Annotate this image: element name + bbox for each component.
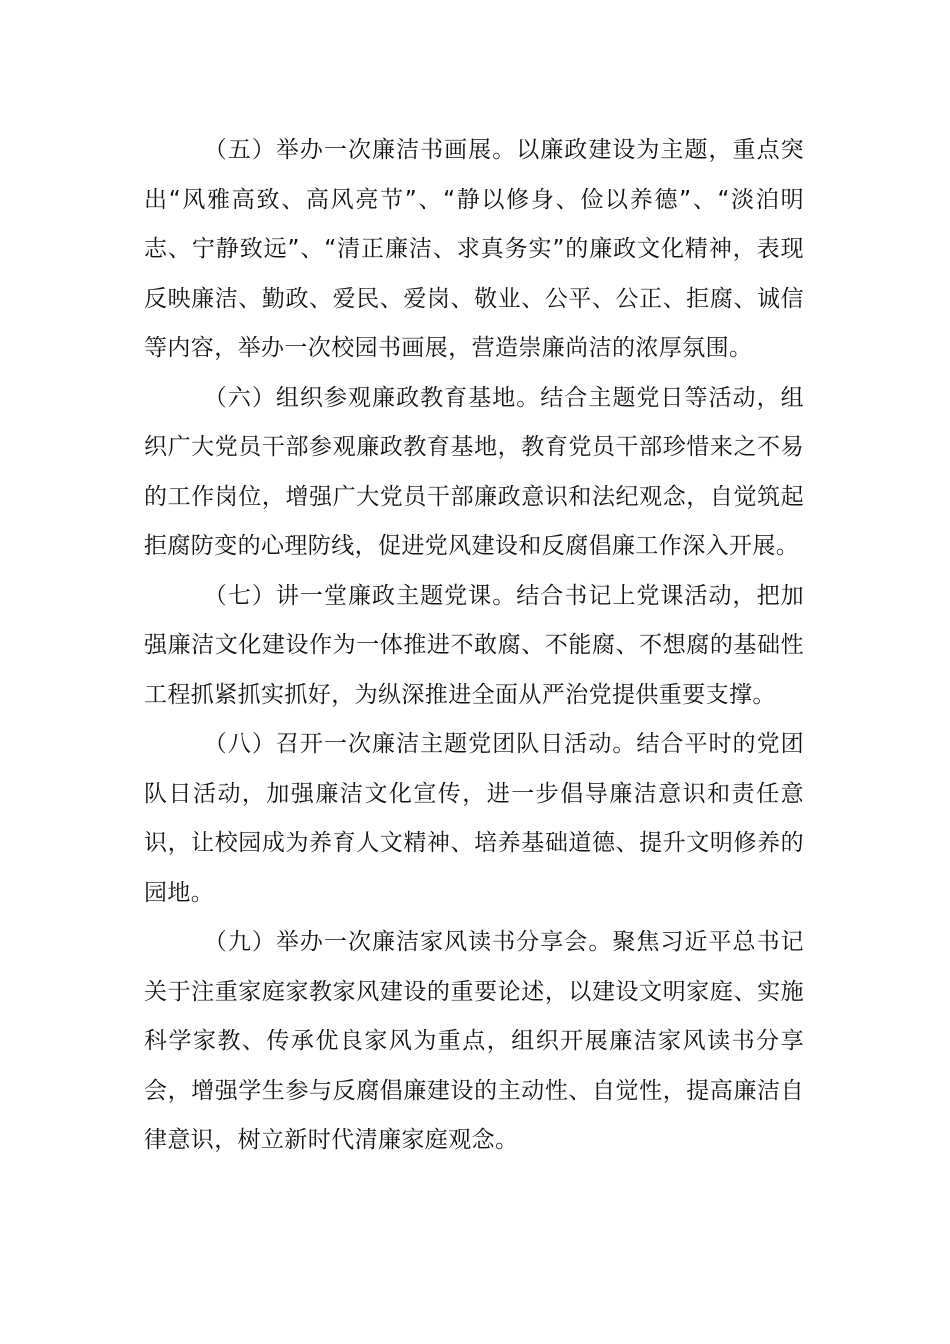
paragraph-party-lesson: （七）讲一堂廉政主题党课。结合书记上党课活动，把加强廉洁文化建设作为一体推进不敢腐、不能腐、不想腐的基础性工程抓紧抓实抓好，为纵深推进全面从严治党提供重要支撑。 bbox=[144, 582, 804, 708]
paragraph-calligraphy-exhibition: （五）举办一次廉洁书画展。以廉政建设为主题，重点突出“风雅高致、高风亮节”、“静以修身、俭以养德”、“淡泊明志、宁静致远”、“清正廉洁、求真务实”的廉政文化精神，表现反映廉洁、勤政、爱民、爱岗、敬业、公平、公正、拒腐、诚信等内容，举办一次校园书画展，营造崇廉尚洁的浓厚氛围。 bbox=[144, 137, 804, 361]
paragraph-education-base-visit: （六）组织参观廉政教育基地。结合主题党日等活动，组织广大党员干部参观廉政教育基地，教育党员干部珍惜来之不易的工作岗位，增强广大党员干部廉政意识和法纪观念，自觉筑起拒腐防变的心理防线，促进党风建设和反腐倡廉工作深入开展。 bbox=[144, 384, 804, 559]
paragraph-family-reading-session: （九）举办一次廉洁家风读书分享会。聚焦习近平总书记关于注重家庭家教家风建设的重要论述，以建设文明家庭、实施科学家教、传承优良家风为重点，组织开展廉洁家风读书分享会，增强学生参与反腐倡廉建设的主动性、自觉性，提高廉洁自律意识，树立新时代清廉家庭观念。 bbox=[144, 929, 804, 1153]
paragraph-party-team-day: （八）召开一次廉洁主题党团队日活动。结合平时的党团队日活动，加强廉洁文化宣传，进一步倡导廉洁意识和责任意识，让校园成为养育人文精神、培养基础道德、提升文明修养的园地。 bbox=[144, 731, 804, 906]
document-body bbox=[144, 126, 804, 1166]
